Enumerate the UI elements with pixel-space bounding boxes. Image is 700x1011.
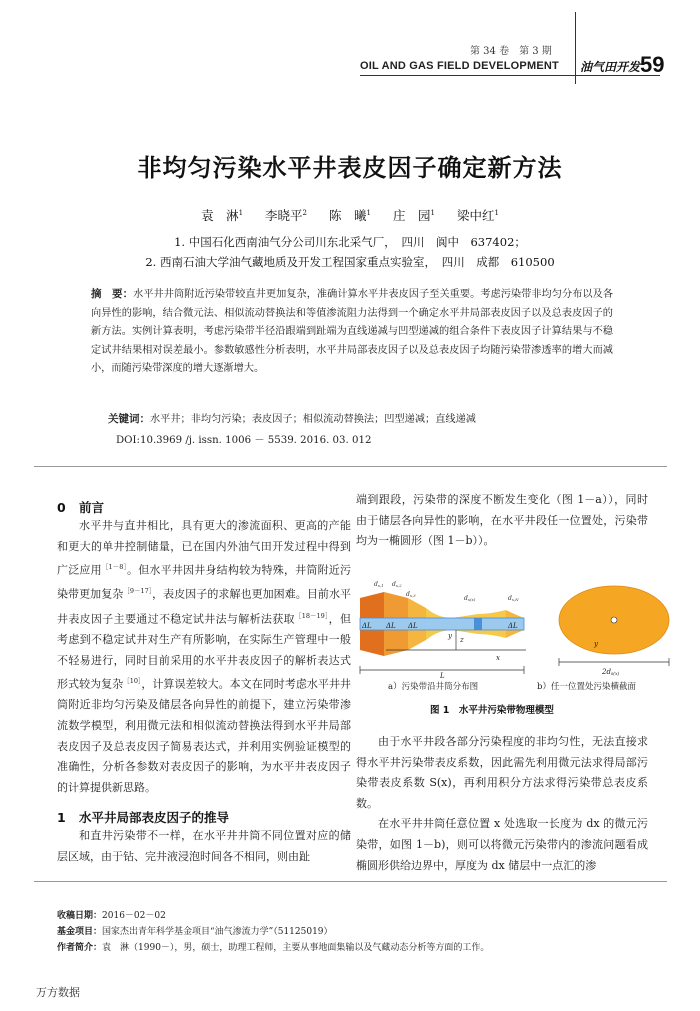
author: 李晓平$^2$ (265, 208, 308, 223)
section-heading-intro: 0 前言 (57, 500, 105, 515)
header-vertical-rule (575, 12, 576, 84)
section-heading-1: 1 水平井局部表皮因子的推导 (57, 810, 230, 825)
label-axis-y: y (448, 632, 452, 640)
doi: DOI:10.3969 /j. issn. 1006 － 5539. 2016. 03. 012 (116, 435, 372, 446)
paper-title: 非均匀污染水平井表皮因子确定新方法 (137, 154, 563, 182)
figure-1b-cross-section (559, 586, 669, 677)
section-divider (34, 466, 667, 467)
intro-body (57, 516, 351, 798)
footnote-divider (34, 881, 667, 882)
figure-caption-a: a）污染带沿井筒分布图 (388, 682, 479, 692)
label-axis-z: z (460, 636, 464, 644)
affiliation-2: 2. 西南石油大学油气藏地质及开发工程国家重点实验室， 四川 成都 610500 (145, 255, 555, 269)
label-L: L (440, 672, 445, 680)
label-dL-2: ΔL (386, 622, 396, 630)
figure-caption-b: b）任一位置处污染横截面 (537, 682, 636, 692)
footnote-received: 收稿日期：2016－02－02 (57, 911, 166, 921)
label-2ds: 2ds(x) (602, 668, 620, 677)
label-ellipse-y: y (594, 640, 598, 648)
right-col-top (356, 490, 648, 552)
author-list (0, 206, 700, 224)
author: 梁中红$^1$ (456, 208, 499, 223)
right-col-bottom (356, 732, 648, 876)
issue-label: 第 34 卷 第 3 期 (470, 46, 552, 57)
author: 袁 淋$^1$ (201, 208, 244, 223)
wellbore-segment-dx (474, 618, 482, 630)
label-dL-1: ΔL (362, 622, 372, 630)
keywords-label: 关键词： (108, 413, 150, 425)
keywords (108, 410, 608, 426)
right-paragraph-1: 端到跟段，污染带的深度不断发生变化（图 1－a）），同时由于储层各向异性的影响，在水平井段任一位置处，污染带均为一椭圆形（图 1－b））。 (356, 493, 648, 548)
figure-title: 图 1 水平井污染带物理模型 (430, 705, 554, 716)
keywords-text: 水平井；非均匀污染；表皮因子；相似流动替换法；凹型递减；直线递减 (150, 414, 476, 425)
journal-name-en: OIL AND GAS FIELD DEVELOPMENT (360, 60, 559, 72)
author: 庄 园$^1$ (392, 208, 435, 223)
page-number: 59 (640, 52, 665, 77)
watermark: 万方数据 (36, 986, 80, 999)
footnote-author: 作者简介：袁 淋（1990－），男，硕士，助理工程师，主要从事地面集输以及气藏动态分析等方面的工作。 (57, 943, 490, 953)
right-paragraph-3: 在水平井井筒任意位置 x 处选取一长度为 dx 的微元污染带，如图 1－b)，则可以将微元污染带内的渗流问题看成椭圆形供给边界中，厚度为 dx 储层中一点汇的渗 (356, 817, 648, 872)
section1-paragraph: 和直井污染带不一样，在水平井井筒不同位置对应的储层区域，由于钻、完井液浸泡时间各不相同，则由趾 (57, 829, 351, 863)
figure-1 (356, 570, 676, 720)
wellbore-pipe (360, 618, 524, 630)
label-dsN: ds,N (508, 595, 519, 602)
affiliation-1: 1. 中国石化西南油气分公司川东北采气厂， 四川 阆中 637402； (174, 235, 526, 249)
label-dL-N: ΔL (508, 622, 518, 630)
wellbore-point (611, 617, 617, 623)
footnote-fund: 基金项目：国家杰出青年科学基金项目“油气渗流力学”（51125019） (57, 927, 333, 937)
abstract-label: 摘 要： (91, 288, 134, 300)
label-ds1: ds,1 (374, 581, 384, 588)
label-dsx: ds(x) (464, 595, 476, 602)
figure-1a-wellbore-diagram (360, 581, 526, 680)
abstract (91, 285, 613, 379)
section1-body (57, 826, 351, 867)
label-ds3: ds,3 (406, 591, 416, 598)
author: 陈 曦$^1$ (329, 208, 371, 223)
label-axis-x: x (496, 654, 500, 662)
label-dL-3: ΔL (408, 622, 418, 630)
header-horizontal-rule (360, 75, 660, 76)
abstract-text: 水平井井筒附近污染带较直井更加复杂，准确计算水平井表皮因子至关重要。考虑污染带非均匀分布以及各向异性的影响，结合微元法、相似流动替换法和等值渗流阻力法得到一个确定水平井局部表皮因子以及总表皮因子的新方法。实例计算表明，考虑污染带半径沿跟端到趾端为直线递减与凹型递减的组合条件下表皮因子计算结果与不稳定试井结果相对误差最小。参数敏感性分析表明，水平井局部表皮因子以及总表皮因子均随污染带渗透率的增大而减小，而随污染带深度的增大逐渐增大。 (91, 289, 614, 375)
right-paragraph-2: 由于水平井段各部分污染程度的非均匀性，无法直接求得水平井污染带表皮系数，因此需先利用微元法求得局部污染带表皮系数 S(x)，再利用积分方法求得污染带总表皮系数。 (356, 735, 648, 810)
label-ds2: ds,2 (392, 581, 402, 588)
intro-paragraph: 水平井与直井相比，具有更大的渗流面积、更高的产能和更大的单井控制储量，已在国内外油气田开发过程中得到广泛应用$^{[1-8]}$。但水平井因井身结构较为特殊，井筒附近污染带更加复杂$^{[9-17]}$，表皮因子的求解也更加困难。目前水平井表皮因子主要通过不稳定试井法与解析法获取$^{[18-19]}$，但考虑到不稳定试井对生产有所影响，在实际生产管理中一般不轻易进行，同时目前采用的水平井表皮因子的解析表达式形式较为复杂$^{[10]}$，计算误差较大。本文在同时考虑水平井井筒附近非均匀污染及储层各向异性的前提下，建立污染带渗流数学模型，利用微元法和相似流动替换法得到水平井局部表皮因子及总表皮因子简易表达式，并利用实例验证模型的准确性，分析各参数对表皮因子的影响，为水平井表皮因子的计算提供新思路。 (57, 519, 352, 794)
journal-brand: 油气田开发 (580, 60, 641, 74)
